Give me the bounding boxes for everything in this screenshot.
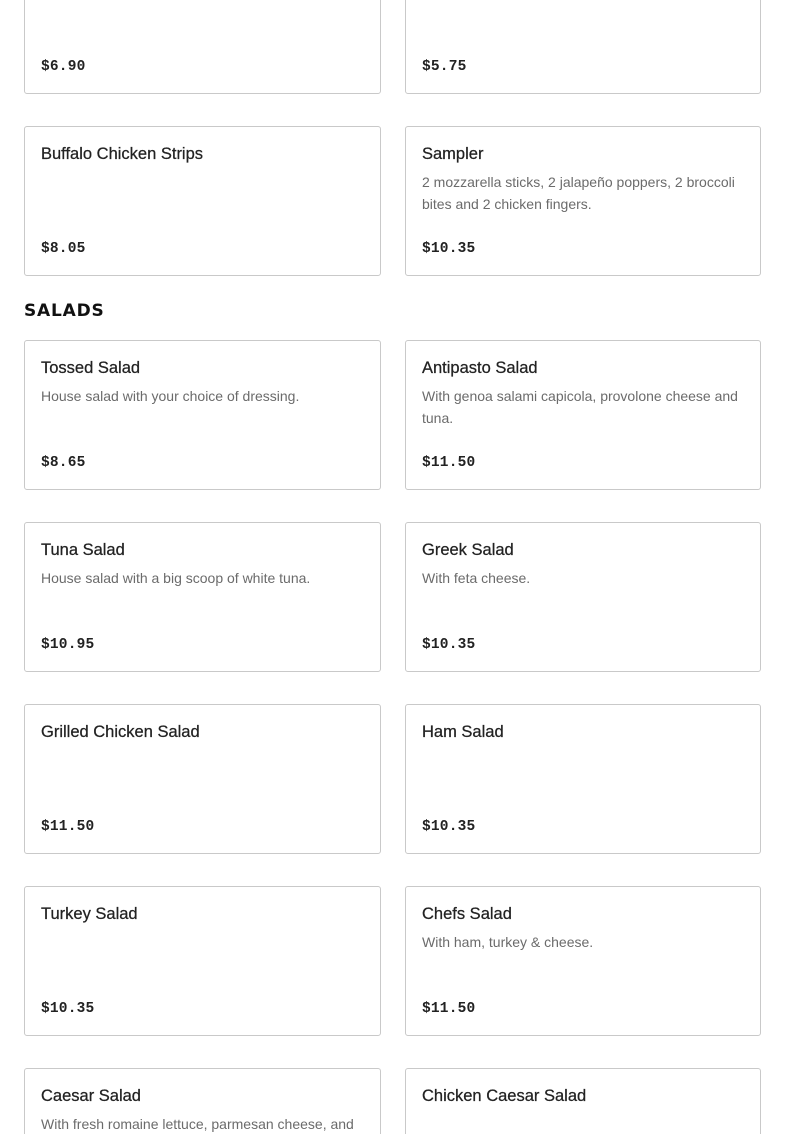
menu-item-card[interactable] xyxy=(24,522,381,672)
menu-item-card[interactable] xyxy=(24,1068,381,1134)
item-name: Sampler xyxy=(422,145,484,163)
menu-item-card[interactable] xyxy=(405,126,761,276)
item-name: Buffalo Chicken Strips xyxy=(41,145,204,163)
item-description: 2 mozzarella sticks, 2 jalapeño poppers, 2 broccoli bites and 2 chicken fingers. xyxy=(422,174,735,212)
item-description: House salad with a big scoop of white tuna. xyxy=(41,570,311,586)
item-price: $10.35 xyxy=(422,637,476,653)
item-description: With genoa salami capicola, provolone cheese and tuna. xyxy=(422,388,738,426)
item-price: $5.75 xyxy=(422,59,467,75)
item-name: Chicken Caesar Salad xyxy=(422,1087,587,1105)
item-name: Turkey Salad xyxy=(41,905,138,923)
item-name: Greek Salad xyxy=(422,541,514,559)
item-name: Tuna Salad xyxy=(41,541,125,559)
item-name: Grilled Chicken Salad xyxy=(41,723,200,741)
item-name: Antipasto Salad xyxy=(422,359,538,377)
menu-item-card[interactable] xyxy=(24,126,381,276)
item-description: House salad with your choice of dressing. xyxy=(41,388,300,404)
item-name: Chefs Salad xyxy=(422,905,512,923)
item-price: $10.95 xyxy=(41,637,95,653)
menu-item-card[interactable] xyxy=(405,886,761,1036)
item-price: $8.05 xyxy=(41,241,86,257)
menu-item-card[interactable] xyxy=(405,340,761,490)
item-price: $11.50 xyxy=(41,819,95,835)
item-description: With fresh romaine lettuce, parmesan cheese, and xyxy=(41,1116,354,1132)
menu-item-card[interactable] xyxy=(24,886,381,1036)
item-price: $10.35 xyxy=(41,1001,95,1017)
section-title-salads: SALADS xyxy=(24,301,105,321)
item-price: $6.90 xyxy=(41,59,86,75)
item-description: With feta cheese. xyxy=(422,570,531,586)
item-price: $8.65 xyxy=(41,455,86,471)
item-price: $11.50 xyxy=(422,1001,476,1017)
item-price: $11.50 xyxy=(422,455,476,471)
menu-item-card[interactable] xyxy=(24,0,381,94)
menu-item-card[interactable] xyxy=(405,704,761,854)
item-description: With ham, turkey & cheese. xyxy=(422,934,594,950)
menu-item-card[interactable] xyxy=(24,704,381,854)
menu-item-card[interactable] xyxy=(24,340,381,490)
item-price: $10.35 xyxy=(422,241,476,257)
item-name: Caesar Salad xyxy=(41,1087,141,1105)
menu-item-card[interactable] xyxy=(405,0,761,94)
menu-item-card[interactable] xyxy=(405,1068,761,1134)
menu-item-card[interactable] xyxy=(405,522,761,672)
item-name: Tossed Salad xyxy=(41,359,141,377)
item-name: Ham Salad xyxy=(422,723,504,741)
item-price: $10.35 xyxy=(422,819,476,835)
